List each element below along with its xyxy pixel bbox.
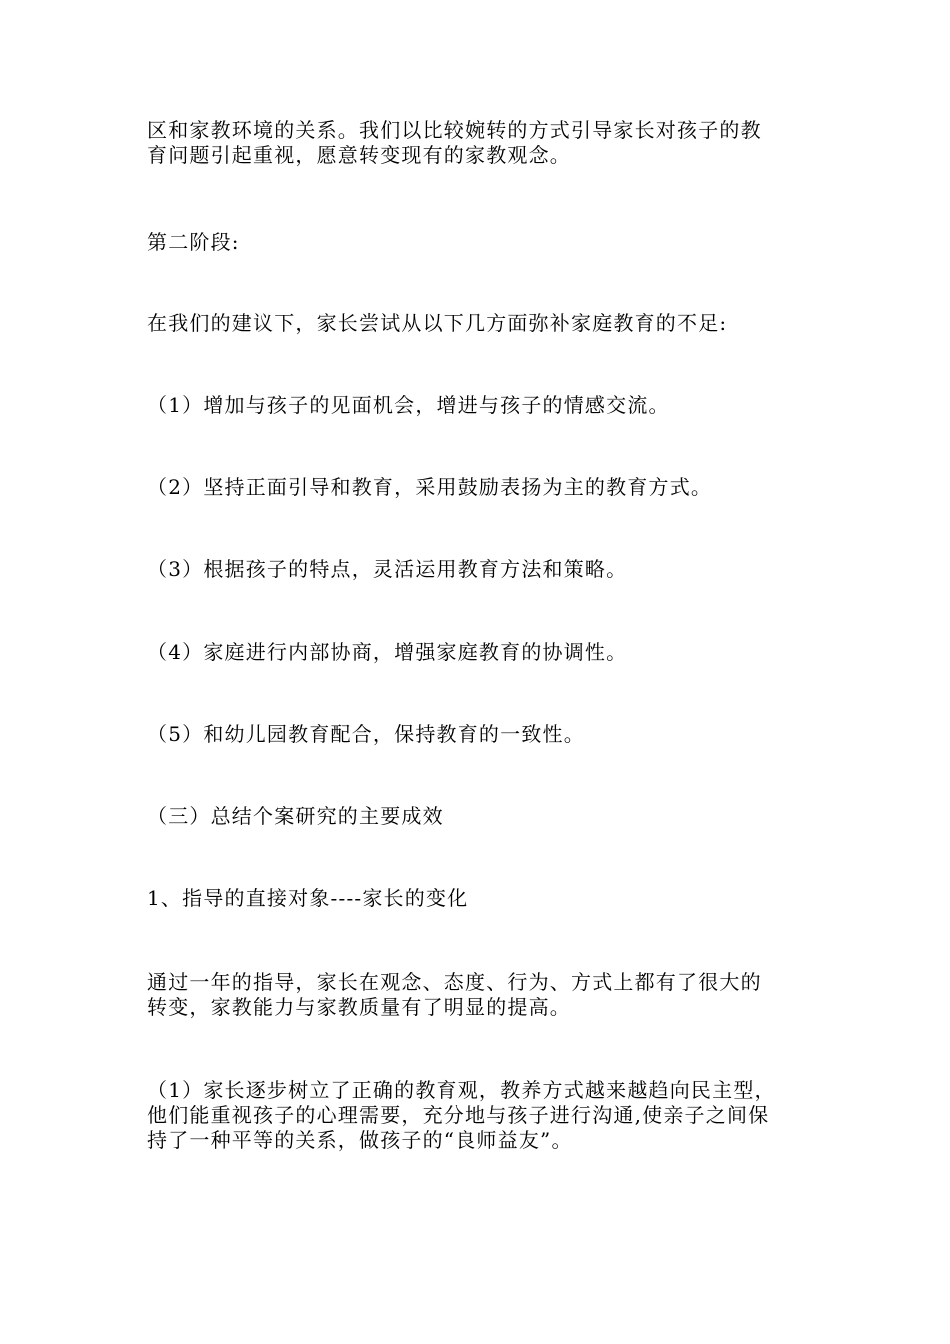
text-line: （1）家长逐步树立了正确的教育观，教养方式越来越趋向民主型，	[147, 1078, 776, 1102]
paragraph-home-education-relation	[147, 118, 807, 168]
text-line: （2）坚持正面引导和教育，采用鼓励表扬为主的教育方式。	[147, 475, 713, 499]
text-line: （4）家庭进行内部协商，增强家庭教育的协调性。	[147, 640, 628, 664]
list-item-4	[147, 640, 807, 665]
list-item-2	[147, 475, 807, 500]
list-item-5	[147, 722, 807, 747]
text-line: 区和家教环境的关系。我们以比较婉转的方式引导家长对孩子的教	[147, 118, 762, 142]
list-item-1	[147, 393, 807, 418]
text-line: （1）增加与孩子的见面机会，增进与孩子的情感交流。	[147, 393, 670, 417]
text-line: 1、指导的直接对象----家长的变化	[147, 886, 469, 910]
text-line: （三）总结个案研究的主要成效	[147, 804, 444, 828]
list-item-3	[147, 557, 807, 582]
text-line: 第二阶段:	[147, 230, 240, 254]
heading-stage-two	[147, 230, 807, 255]
text-line: 他们能重视孩子的心理需要，充分地与孩子进行沟通,使亲子之间保	[147, 1103, 770, 1127]
section-heading-results	[147, 804, 807, 829]
subheading-parent-changes	[147, 886, 807, 911]
text-line: 育问题引起重视，愿意转变现有的家教观念。	[147, 143, 571, 167]
text-line: 转变，家教能力与家教质量有了明显的提高。	[147, 995, 571, 1019]
text-line: （5）和幼儿园教育配合，保持教育的一致性。	[147, 722, 585, 746]
text-line: 在我们的建议下，家长尝试从以下几方面弥补家庭教育的不足:	[147, 311, 728, 335]
text-line: （3）根据孩子的特点，灵活运用教育方法和策略。	[147, 557, 628, 581]
paragraph-guidance-year	[147, 970, 807, 1020]
paragraph-parent-education-view	[147, 1078, 807, 1153]
paragraph-suggestions-intro	[147, 311, 807, 336]
text-line: 持了一种平等的关系，做孩子的“良师益友”。	[147, 1128, 573, 1152]
text-line: 通过一年的指导，家长在观念、态度、行为、方式上都有了很大的	[147, 970, 762, 994]
